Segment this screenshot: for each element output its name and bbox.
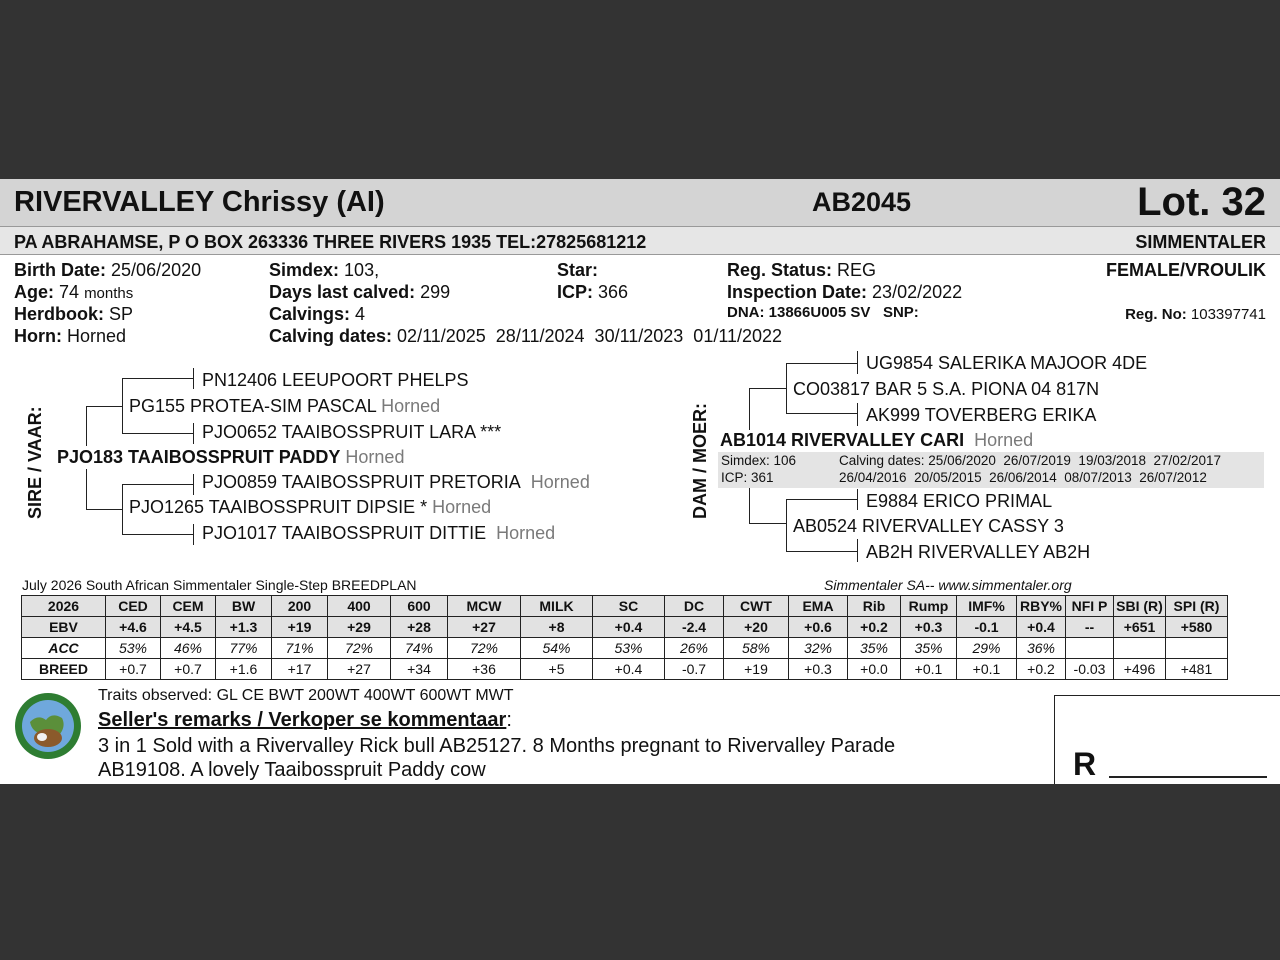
breedplan-table: [21, 595, 1228, 680]
breedplan-cell: SBI (R): [1114, 596, 1166, 617]
lot-card: [0, 179, 1280, 784]
breedplan-cell: SPI (R): [1166, 596, 1228, 617]
breedplan-cell: BW: [216, 596, 272, 617]
breedplan-cell: +0.6: [789, 617, 848, 638]
breedplan-cell: 26%: [665, 638, 724, 659]
breedplan-row-label: ACC: [22, 638, 106, 659]
breedplan-cell: +0.1: [957, 659, 1017, 680]
sire-dam: PJO1265 TAAIBOSSPRUIT DIPSIE * Horned: [129, 497, 492, 517]
breedplan-row: [22, 638, 1228, 659]
breedplan-cell: 200: [272, 596, 328, 617]
breedplan-cell: 35%: [848, 638, 901, 659]
breedplan-row-label: BREED: [22, 659, 106, 680]
breedplan-cell: +17: [272, 659, 328, 680]
breedplan-cell: +0.7: [161, 659, 216, 680]
breedplan-cell: +496: [1114, 659, 1166, 680]
breedplan-row-label: EBV: [22, 617, 106, 638]
breedplan-cell: +5: [521, 659, 593, 680]
breedplan-row-label: 2026: [22, 596, 106, 617]
sire: PJO183 TAAIBOSSPRUIT PADDY Horned: [57, 447, 405, 467]
breedplan-cell: +36: [448, 659, 521, 680]
remarks-line-1: 3 in 1 Sold with a Rivervalley Rick bull AB25127. 8 Months pregnant to Rivervalley Parade: [98, 735, 896, 757]
owner-details: PA ABRAHAMSE, P O BOX 263336 THREE RIVERS 1935 TEL:27825681212: [14, 232, 647, 252]
days-last-calved: Days last calved: 299: [269, 282, 451, 302]
bid-currency: R: [1073, 746, 1097, 782]
breedplan-cell: Rump: [901, 596, 957, 617]
breedplan-cell: 400: [328, 596, 391, 617]
breedplan-cell: Rib: [848, 596, 901, 617]
reg-number: Reg. No: 103397741: [1125, 306, 1266, 323]
breedplan-cell: 29%: [957, 638, 1017, 659]
bid-price-box[interactable]: [1054, 695, 1280, 784]
dam-calving-dates-2: 26/04/2016 20/05/2015 26/06/2014 08/07/2013 26/07/2012: [839, 470, 1207, 485]
breedplan-cell: 72%: [328, 638, 391, 659]
breedplan-cell: 72%: [448, 638, 521, 659]
breedplan-cell: [1066, 638, 1114, 659]
reg-status: Reg. Status: REG: [727, 260, 877, 280]
remarks-heading: Seller's remarks / Verkoper se kommentaar:: [98, 709, 512, 731]
herdbook: Herdbook: SP: [14, 304, 134, 324]
breedplan-cell: MCW: [448, 596, 521, 617]
calvings: Calvings: 4: [269, 304, 366, 324]
dam-dam-sire: E9884 ERICO PRIMAL: [866, 491, 1053, 511]
breedplan-cell: +580: [1166, 617, 1228, 638]
breedplan-cell: RBY%: [1017, 596, 1066, 617]
breedplan-cell: +19: [272, 617, 328, 638]
breedplan-cell: 600: [391, 596, 448, 617]
breed-name: SIMMENTALER: [1135, 232, 1266, 252]
breedplan-cell: +0.0: [848, 659, 901, 680]
breedplan-cell: +0.2: [1017, 659, 1066, 680]
breedplan-cell: 53%: [593, 638, 665, 659]
breedplan-cell: +0.4: [1017, 617, 1066, 638]
breedplan-cell: +4.5: [161, 617, 216, 638]
breedplan-cell: +0.1: [901, 659, 957, 680]
bid-underline: [1109, 776, 1267, 778]
dam-sire-sire: UG9854 SALERIKA MAJOOR 4DE: [866, 353, 1148, 373]
breedplan-cell: 32%: [789, 638, 848, 659]
breedplan-cell: +0.7: [106, 659, 161, 680]
breedplan-cell: --: [1066, 617, 1114, 638]
breedplan-cell: -2.4: [665, 617, 724, 638]
breedplan-cell: +0.3: [789, 659, 848, 680]
dam-icp: ICP: 361: [721, 470, 774, 485]
icp: ICP: 366: [557, 282, 629, 302]
remarks-line-2: AB19108. A lovely Taaibosspruit Paddy cow: [98, 759, 486, 781]
breedplan-cell: DC: [665, 596, 724, 617]
breedplan-cell: 71%: [272, 638, 328, 659]
breedplan-cell: +1.3: [216, 617, 272, 638]
breedplan-cell: +0.4: [593, 659, 665, 680]
dna-snp: DNA: 13866U005 SV SNP:: [727, 304, 919, 321]
lot-number: Lot. 32: [1137, 180, 1266, 224]
breedplan-cell: 74%: [391, 638, 448, 659]
sire-label: SIRE / VAAR:: [25, 406, 45, 519]
dam-calving-dates-1: Calving dates: 25/06/2020 26/07/2019 19/03/2018 27/02/2017: [839, 453, 1222, 468]
breedplan-cell: 53%: [106, 638, 161, 659]
breedplan-cell: EMA: [789, 596, 848, 617]
breedplan-cell: -0.1: [957, 617, 1017, 638]
breedplan-cell: +20: [724, 617, 789, 638]
animal-id: AB2045: [812, 187, 912, 217]
breedplan-cell: CWT: [724, 596, 789, 617]
simdex: Simdex: 103,: [269, 260, 380, 280]
calving-dates: Calving dates: 02/11/2025 28/11/2024 30/11/2023 01/11/2022: [269, 326, 783, 346]
sex: FEMALE/VROULIK: [1106, 260, 1266, 280]
age: Age: 74 months: [14, 282, 134, 302]
breedplan-cell: 36%: [1017, 638, 1066, 659]
breedplan-cell: +481: [1166, 659, 1228, 680]
breedplan-cell: +0.3: [901, 617, 957, 638]
breedplan-caption: July 2026 South African Simmentaler Single-Step BREEDPLAN: [22, 577, 417, 593]
breedplan-cell: 54%: [521, 638, 593, 659]
animal-name: RIVERVALLEY Chrissy (AI): [14, 186, 385, 218]
breedplan-cell: NFI P: [1066, 596, 1114, 617]
sire-sire-dam: PJO0652 TAAIBOSSPRUIT LARA ***: [202, 422, 502, 442]
breedplan-cell: 58%: [724, 638, 789, 659]
breedplan-cell: +0.2: [848, 617, 901, 638]
dam-simdex: Simdex: 106: [721, 453, 797, 468]
breedplan-row: [22, 617, 1228, 638]
sire-sire-sire: PN12406 LEEUPOORT PHELPS: [202, 370, 469, 390]
breedplan-cell: [1166, 638, 1228, 659]
breedplan-cell: 46%: [161, 638, 216, 659]
breedplan-cell: +0.4: [593, 617, 665, 638]
dam-sire-dam: AK999 TOVERBERG ERIKA: [866, 405, 1097, 425]
horn-status: Horn: Horned: [14, 326, 127, 346]
breedplan-cell: +19: [724, 659, 789, 680]
breedplan-cell: 35%: [901, 638, 957, 659]
breedplan-row: [22, 659, 1228, 680]
breedplan-cell: +1.6: [216, 659, 272, 680]
breedplan-cell: +651: [1114, 617, 1166, 638]
star: Star:: [557, 260, 599, 280]
breedplan-cell: +8: [521, 617, 593, 638]
dam-dam: AB0524 RIVERVALLEY CASSY 3: [793, 516, 1064, 536]
breedplan-cell: +29: [328, 617, 391, 638]
breedplan-source: Simmentaler SA-- www.simmentaler.org: [824, 577, 1072, 593]
sire-dam-sire: PJO0859 TAAIBOSSPRUIT PRETORIA Horned: [202, 472, 590, 492]
breedplan-cell: +4.6: [106, 617, 161, 638]
sire-dam-dam: PJO1017 TAAIBOSSPRUIT DITTIE Horned: [202, 523, 556, 543]
breedplan-cell: +27: [328, 659, 391, 680]
inspection-date: Inspection Date: 23/02/2022: [727, 282, 963, 302]
dam-sire: CO03817 BAR 5 S.A. PIONA 04 817N: [793, 379, 1100, 399]
dam: AB1014 RIVERVALLEY CARI Horned: [720, 430, 1034, 450]
breedplan-cell: IMF%: [957, 596, 1017, 617]
simmentaler-logo: [14, 692, 82, 760]
breedplan-cell: -0.7: [665, 659, 724, 680]
breedplan-cell: +27: [448, 617, 521, 638]
breedplan-cell: [1114, 638, 1166, 659]
birth-date: Birth Date: 25/06/2020: [14, 260, 202, 280]
breedplan-cell: SC: [593, 596, 665, 617]
breedplan-cell: +28: [391, 617, 448, 638]
breedplan-cell: -0.03: [1066, 659, 1114, 680]
breedplan-cell: CED: [106, 596, 161, 617]
breedplan-cell: CEM: [161, 596, 216, 617]
breedplan-cell: MILK: [521, 596, 593, 617]
breedplan-cell: 77%: [216, 638, 272, 659]
breedplan-cell: +34: [391, 659, 448, 680]
dam-dam-dam: AB2H RIVERVALLEY AB2H: [866, 542, 1091, 562]
dam-label: DAM / MOER:: [690, 403, 710, 519]
traits-observed: Traits observed: GL CE BWT 200WT 400WT 600WT MWT: [98, 687, 514, 704]
breedplan-row: [22, 596, 1228, 617]
sire-sire: PG155 PROTEA-SIM PASCAL Horned: [129, 396, 441, 416]
